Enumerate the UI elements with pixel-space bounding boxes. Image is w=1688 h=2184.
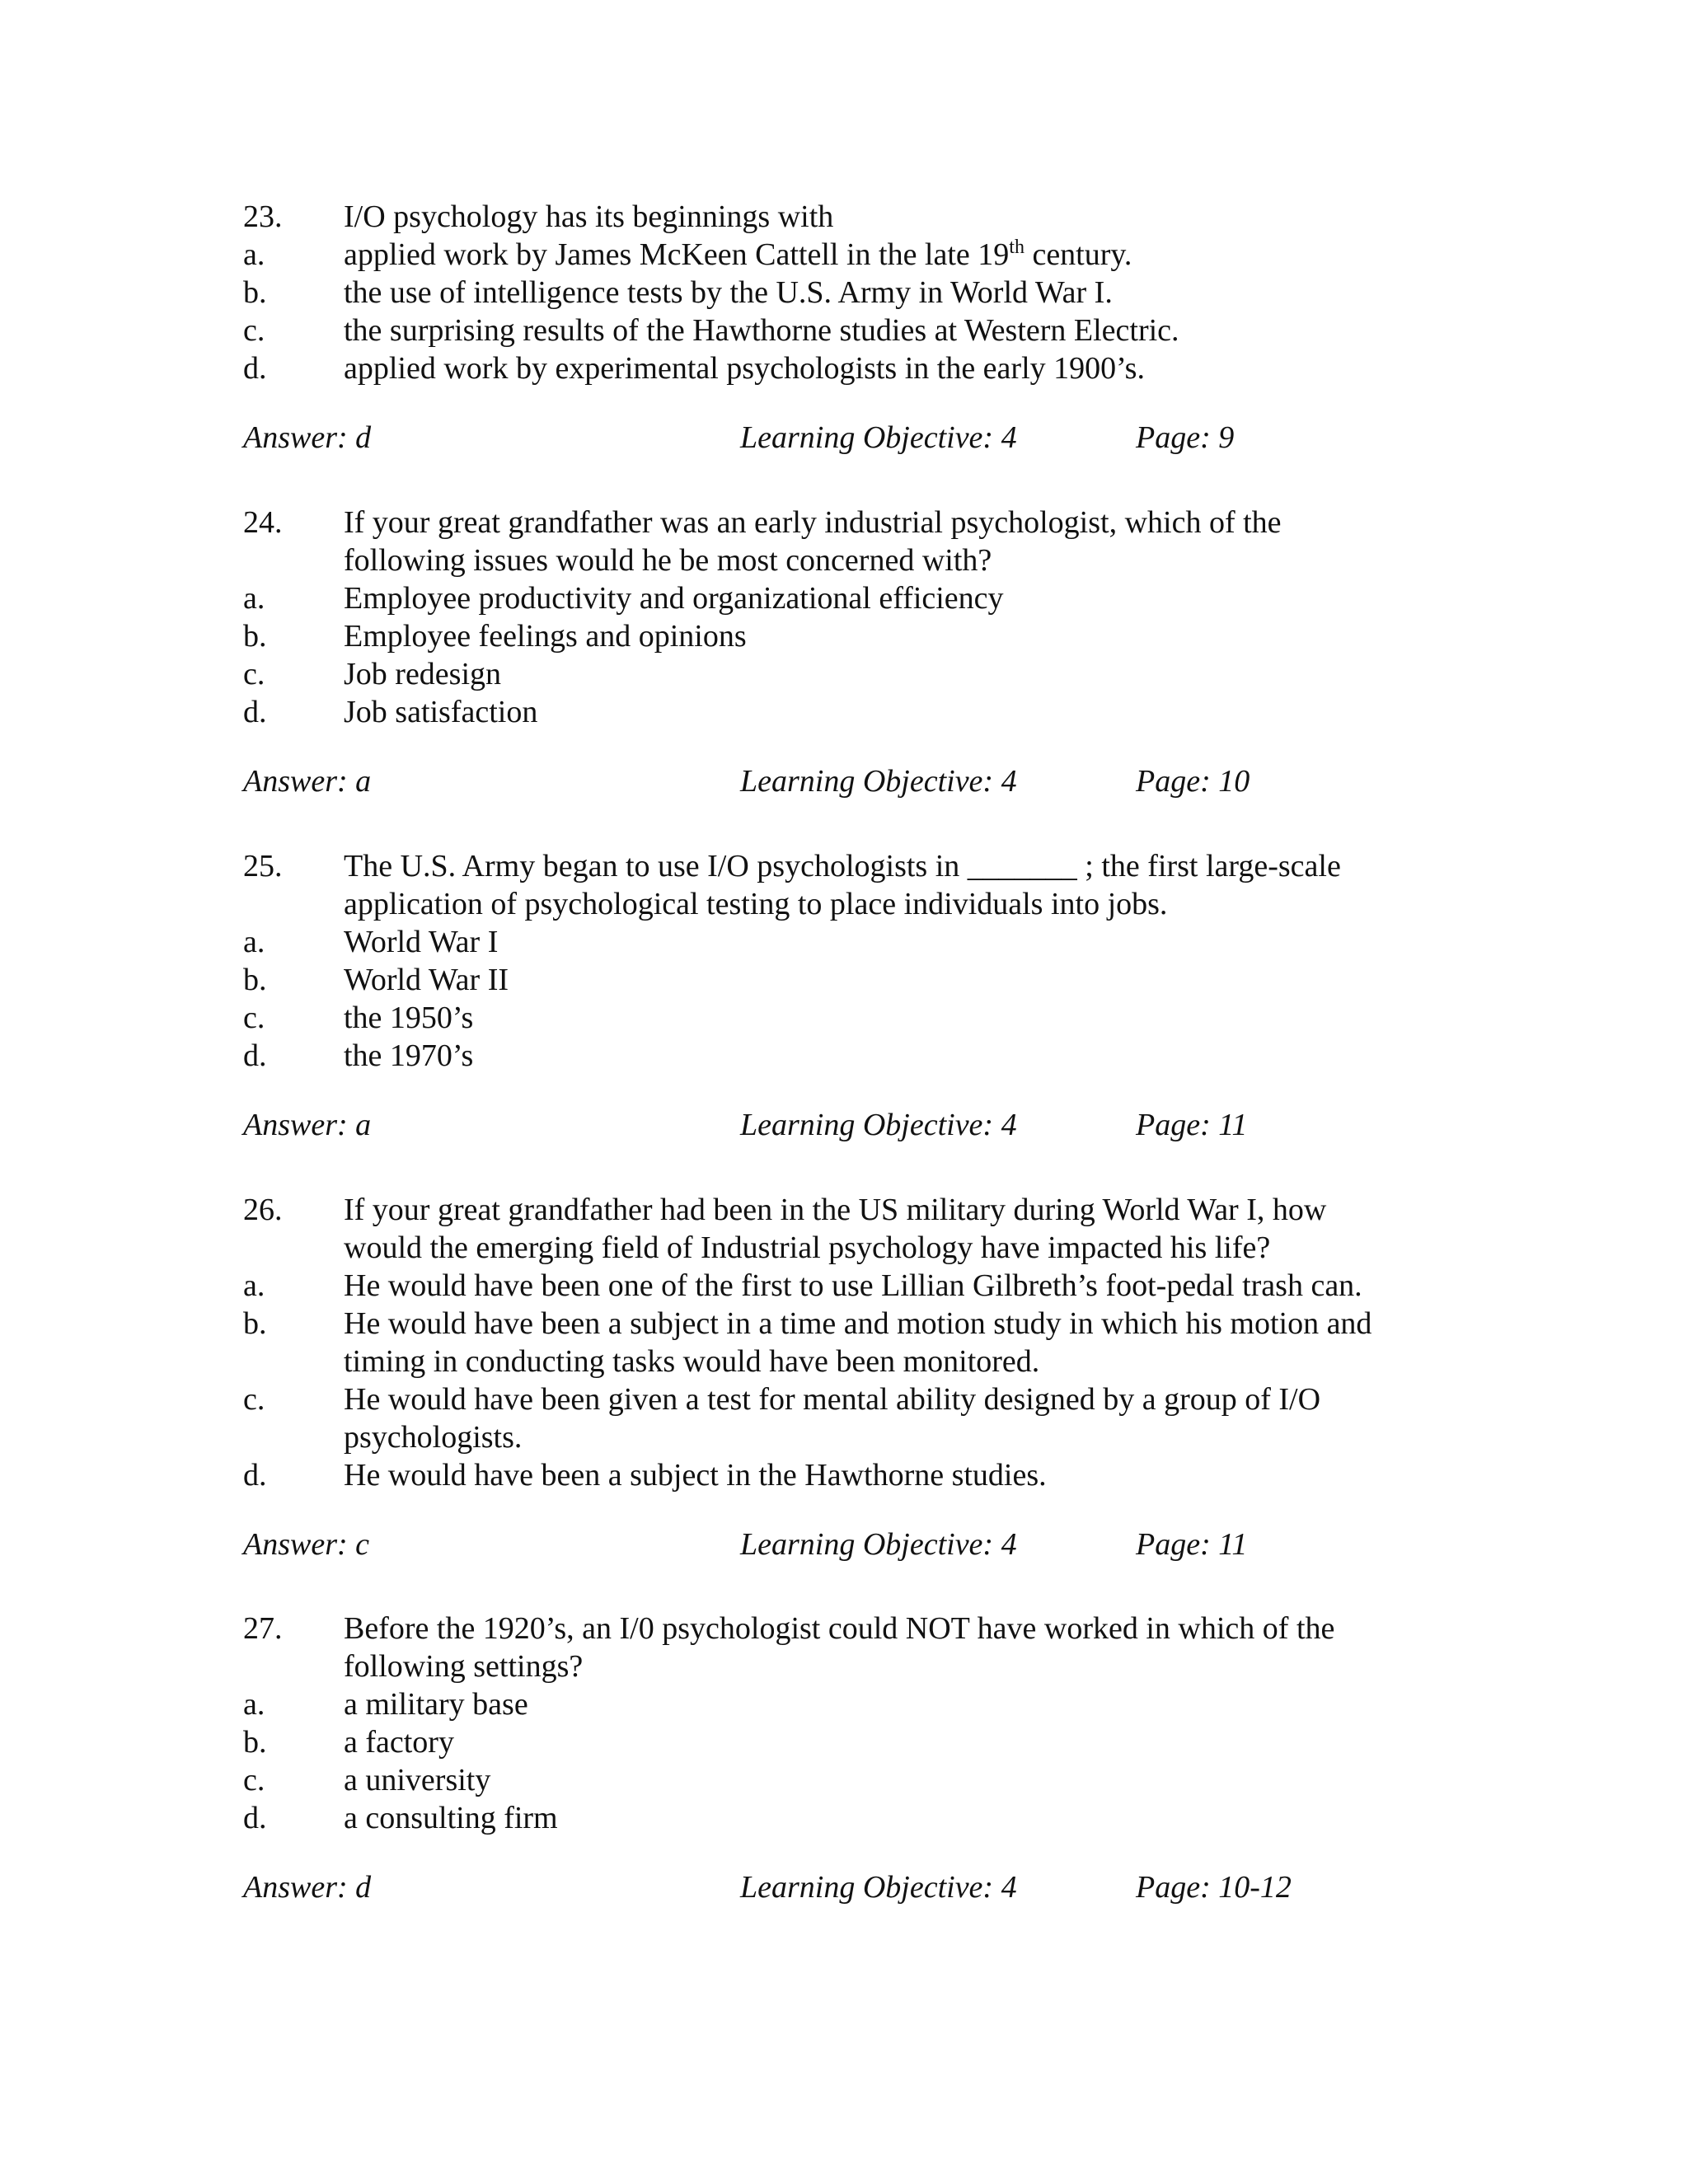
answer-row <box>243 1868 1447 1906</box>
option-letter: c. <box>243 313 265 348</box>
option-c <box>243 1380 1447 1418</box>
question-26 <box>243 1191 1447 1563</box>
option-text: He would have been given a test for mental ability designed by a group of I/O <box>344 1382 1321 1417</box>
question-stem: The U.S. Army began to use I/O psychologists in _______ ; the first large-scale <box>344 849 1341 883</box>
option-b <box>243 1723 1447 1761</box>
question-stem: following issues would he be most concerned with? <box>344 543 992 578</box>
page-reference: Page: 10-12 <box>1136 1870 1292 1905</box>
option-text: a military base <box>344 1687 528 1722</box>
option-letter: d. <box>243 1038 267 1073</box>
answer-row <box>243 419 1447 457</box>
option-text: He would have been a subject in a time and motion study in which his motion and <box>344 1306 1372 1341</box>
option-text: a university <box>344 1763 491 1797</box>
option-text: the use of intelligence tests by the U.S. Army in World War I. <box>344 275 1113 310</box>
option-text: World War I <box>344 925 499 959</box>
question-number: 25. <box>243 849 283 883</box>
option-text: World War II <box>344 963 509 997</box>
option-b <box>243 1305 1447 1343</box>
option-letter: c. <box>243 1763 265 1797</box>
option-c <box>243 1761 1447 1799</box>
question-stem-line <box>243 504 1447 541</box>
option-letter: c. <box>243 1001 265 1035</box>
answer-key: Answer: a <box>243 764 372 799</box>
answer-row <box>243 1106 1447 1144</box>
option-d <box>243 1037 1447 1075</box>
question-stem: following settings? <box>344 1649 584 1684</box>
option-text: He would have been a subject in the Hawthorne studies. <box>344 1458 1047 1493</box>
option-letter: d. <box>243 1458 267 1493</box>
question-stem: If your great grandfather was an early industrial psychologist, which of the <box>344 505 1282 540</box>
option-text: the 1950’s <box>344 1001 474 1035</box>
page-reference: Page: 9 <box>1136 420 1235 455</box>
option-letter: c. <box>243 1382 265 1417</box>
option-letter: a. <box>243 237 265 272</box>
option-text: Employee productivity and organizational efficiency <box>344 581 1004 616</box>
option-b <box>243 961 1447 999</box>
option-letter: b. <box>243 963 267 997</box>
answer-key: Answer: a <box>243 1108 372 1142</box>
option-text: a factory <box>344 1725 454 1760</box>
answer-key: Answer: d <box>243 1870 372 1905</box>
answer-row <box>243 762 1447 800</box>
option-letter: d. <box>243 695 267 729</box>
question-stem: Before the 1920’s, an I/0 psychologist could NOT have worked in which of the <box>344 1611 1335 1646</box>
learning-objective: Learning Objective: 4 <box>740 1870 1017 1905</box>
option-text: timing in conducting tasks would have been monitored. <box>344 1344 1040 1379</box>
option-letter: d. <box>243 351 267 386</box>
question-stem-line <box>243 1610 1447 1647</box>
page-reference: Page: 10 <box>1136 764 1250 799</box>
answer-key: Answer: d <box>243 420 372 455</box>
option-c <box>243 312 1447 349</box>
option-b <box>243 274 1447 312</box>
option-letter: a. <box>243 1268 265 1303</box>
option-text-part: applied work by James McKeen Cattell in the late 19 <box>344 237 1010 272</box>
option-letter: b. <box>243 1306 267 1341</box>
option-text: the 1970’s <box>344 1038 474 1073</box>
superscript-ordinal: th <box>1009 237 1025 258</box>
option-c <box>243 655 1447 693</box>
option-d <box>243 693 1447 731</box>
question-stem: would the emerging field of Industrial psychology have impacted his life? <box>344 1230 1271 1265</box>
option-a <box>243 236 1447 274</box>
option-text: applied work by experimental psychologists in the early 1900’s. <box>344 351 1145 386</box>
option-text: Employee feelings and opinions <box>344 619 747 654</box>
question-stem-line <box>243 1647 1447 1685</box>
option-letter: a. <box>243 581 265 616</box>
option-text <box>344 236 1132 274</box>
option-a <box>243 1685 1447 1723</box>
question-stem-line <box>243 847 1447 885</box>
question-stem: If your great grandfather had been in the US military during World War I, how <box>344 1193 1327 1227</box>
page-reference: Page: 11 <box>1136 1108 1248 1142</box>
question-number: 27. <box>243 1611 283 1646</box>
page-reference: Page: 11 <box>1136 1527 1248 1562</box>
option-d <box>243 1456 1447 1494</box>
option-b <box>243 617 1447 655</box>
option-text: He would have been one of the first to use Lillian Gilbreth’s foot-pedal trash can. <box>344 1268 1362 1303</box>
question-number: 24. <box>243 505 283 540</box>
option-a <box>243 923 1447 961</box>
learning-objective: Learning Objective: 4 <box>740 764 1017 799</box>
option-letter: a. <box>243 1687 265 1722</box>
question-24 <box>243 504 1447 800</box>
option-text: a consulting firm <box>344 1801 558 1835</box>
option-text: Job satisfaction <box>344 695 538 729</box>
question-stem-line <box>243 885 1447 923</box>
question-stem-line <box>243 541 1447 579</box>
option-a <box>243 579 1447 617</box>
answer-row <box>243 1526 1447 1563</box>
option-letter: d. <box>243 1801 267 1835</box>
option-letter: b. <box>243 619 267 654</box>
answer-key: Answer: c <box>243 1527 370 1562</box>
question-stem-line <box>243 198 1447 236</box>
option-d <box>243 349 1447 387</box>
option-c <box>243 999 1447 1037</box>
question-23 <box>243 198 1447 457</box>
learning-objective: Learning Objective: 4 <box>740 420 1017 455</box>
option-letter: b. <box>243 275 267 310</box>
option-text: the surprising results of the Hawthorne studies at Western Electric. <box>344 313 1179 348</box>
option-text: Job redesign <box>344 657 502 691</box>
question-number: 26. <box>243 1193 283 1227</box>
option-d <box>243 1799 1447 1837</box>
question-stem: application of psychological testing to place individuals into jobs. <box>344 887 1168 921</box>
option-letter: b. <box>243 1725 267 1760</box>
option-a <box>243 1267 1447 1305</box>
option-text: psychologists. <box>344 1420 523 1455</box>
question-27 <box>243 1610 1447 1906</box>
question-25 <box>243 847 1447 1144</box>
question-number: 23. <box>243 199 283 234</box>
option-b-continued <box>243 1343 1447 1380</box>
question-stem-line <box>243 1229 1447 1267</box>
learning-objective: Learning Objective: 4 <box>740 1108 1017 1142</box>
option-letter: a. <box>243 925 265 959</box>
option-text-part: century. <box>1024 237 1132 272</box>
question-stem-line <box>243 1191 1447 1229</box>
question-stem: I/O psychology has its beginnings with <box>344 199 834 234</box>
learning-objective: Learning Objective: 4 <box>740 1527 1017 1562</box>
option-letter: c. <box>243 657 265 691</box>
option-c-continued <box>243 1418 1447 1456</box>
